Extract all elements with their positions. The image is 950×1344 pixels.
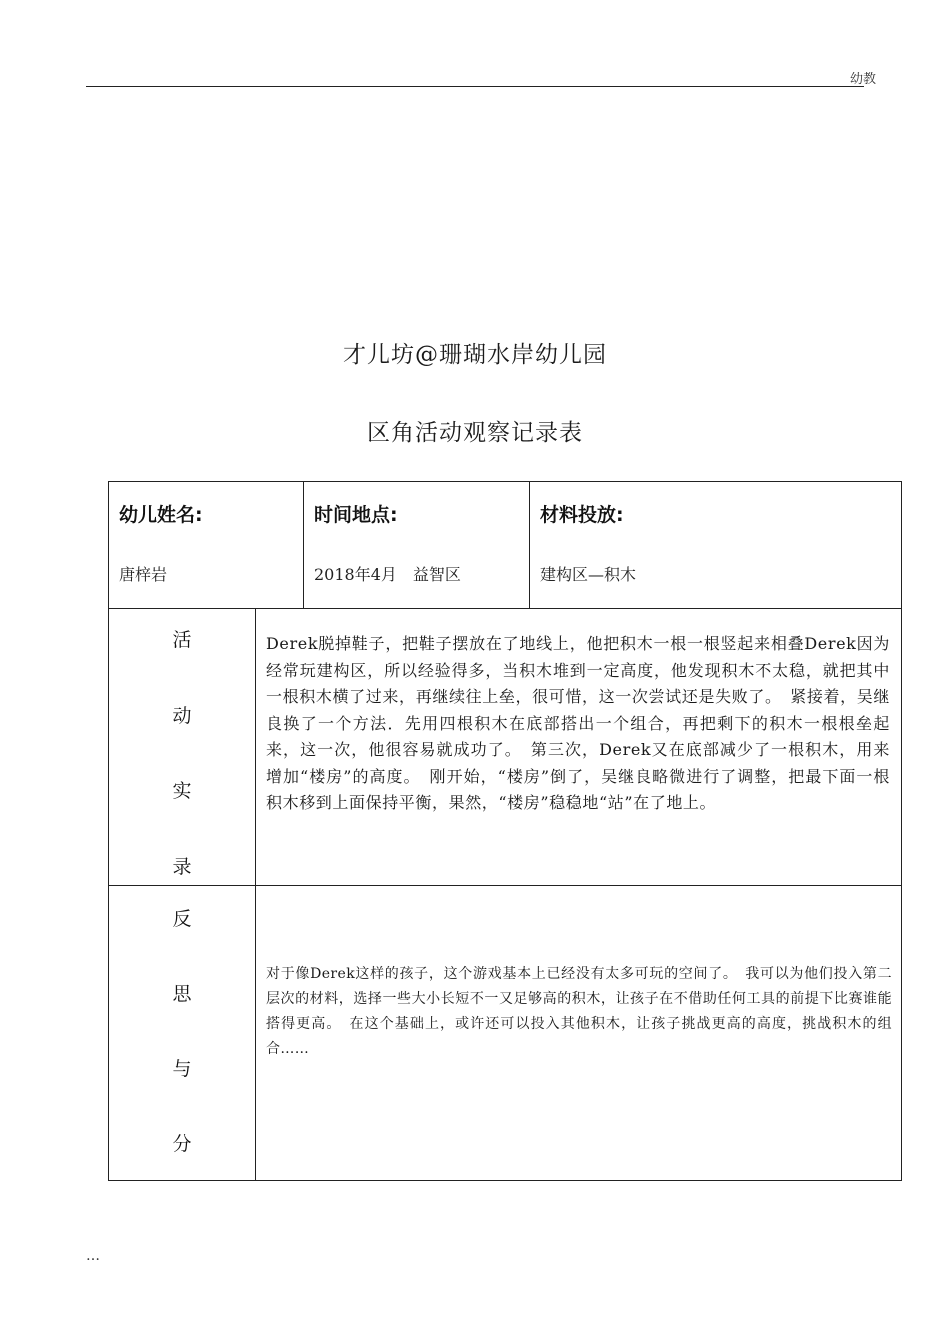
materials-label: 材料投放: [540, 504, 624, 526]
footer-mark: … [86, 1248, 100, 1264]
child-name-value: 唐梓岩 [119, 565, 168, 584]
record-heading-cell [109, 609, 256, 886]
header-rule [86, 86, 864, 87]
time-place-cell [304, 482, 530, 609]
table-header-row [109, 482, 902, 609]
child-name-cell [109, 482, 304, 609]
record-row [109, 609, 902, 886]
reflection-content-cell [256, 886, 902, 1181]
reflection-heading-char: 思 [172, 983, 192, 1005]
record-heading-char: 录 [172, 856, 192, 878]
header-label: 幼教 [849, 72, 876, 87]
reflection-heading-char: 分 [172, 1133, 192, 1155]
time-place-label: 时间地点: [314, 504, 398, 526]
reflection-heading-char: 反 [172, 908, 192, 930]
reflection-heading-cell [109, 886, 256, 1181]
materials-cell [530, 482, 902, 609]
reflection-row [109, 886, 902, 1181]
reflection-heading-char: 与 [172, 1058, 192, 1080]
observation-table [108, 481, 902, 1181]
record-heading-char: 实 [172, 780, 192, 802]
time-place-value: 2018年4月 益智区 [314, 565, 461, 584]
materials-value: 建构区—积木 [540, 565, 637, 584]
document-title: 才儿坊@珊瑚水岸幼儿园 [343, 342, 607, 368]
record-heading-char: 动 [172, 705, 192, 727]
document-subtitle: 区角活动观察记录表 [367, 420, 583, 446]
child-name-label: 幼儿姓名: [119, 504, 203, 526]
record-content-cell [256, 609, 902, 886]
record-heading-char: 活 [172, 629, 192, 651]
record-text: Derek脱掉鞋子，把鞋子摆放在了地线上，他把积木一根一根竖起来相叠Derek因为经常玩建构区，所以经验得多，当积木堆到一定高度，他发现积木不太稳，就把其中一根积木横了过来，再继续往上垒，很可惜，这一次尝试还是失败了。 紧接着，吴继良换了一个方法．先用四根积木在底部搭出一个组合，再把剩下的积木一根根垒起来，这一次，他很容易就成功了。 第三次，Derek又在底部减少了一根积木，用来增加“楼房”的高度。 刚开始，“楼房”倒了，吴继良略微进行了调整，把最下面一根积木移到上面保持平衡，果然，“楼房”稳稳地“站”在了地上。 [266, 634, 890, 812]
reflection-text: 对于像Derek这样的孩子，这个游戏基本上已经没有太多可玩的空间了。 我可以为他们投入第二层次的材料，选择一些大小长短不一又足够高的积木，让孩子在不借助任何工具的前提下比赛谁能搭得更高。 在这个基础上，或许还可以投入其他积木，让孩子挑战更高的高度，挑战积木的组合…… [266, 966, 892, 1057]
